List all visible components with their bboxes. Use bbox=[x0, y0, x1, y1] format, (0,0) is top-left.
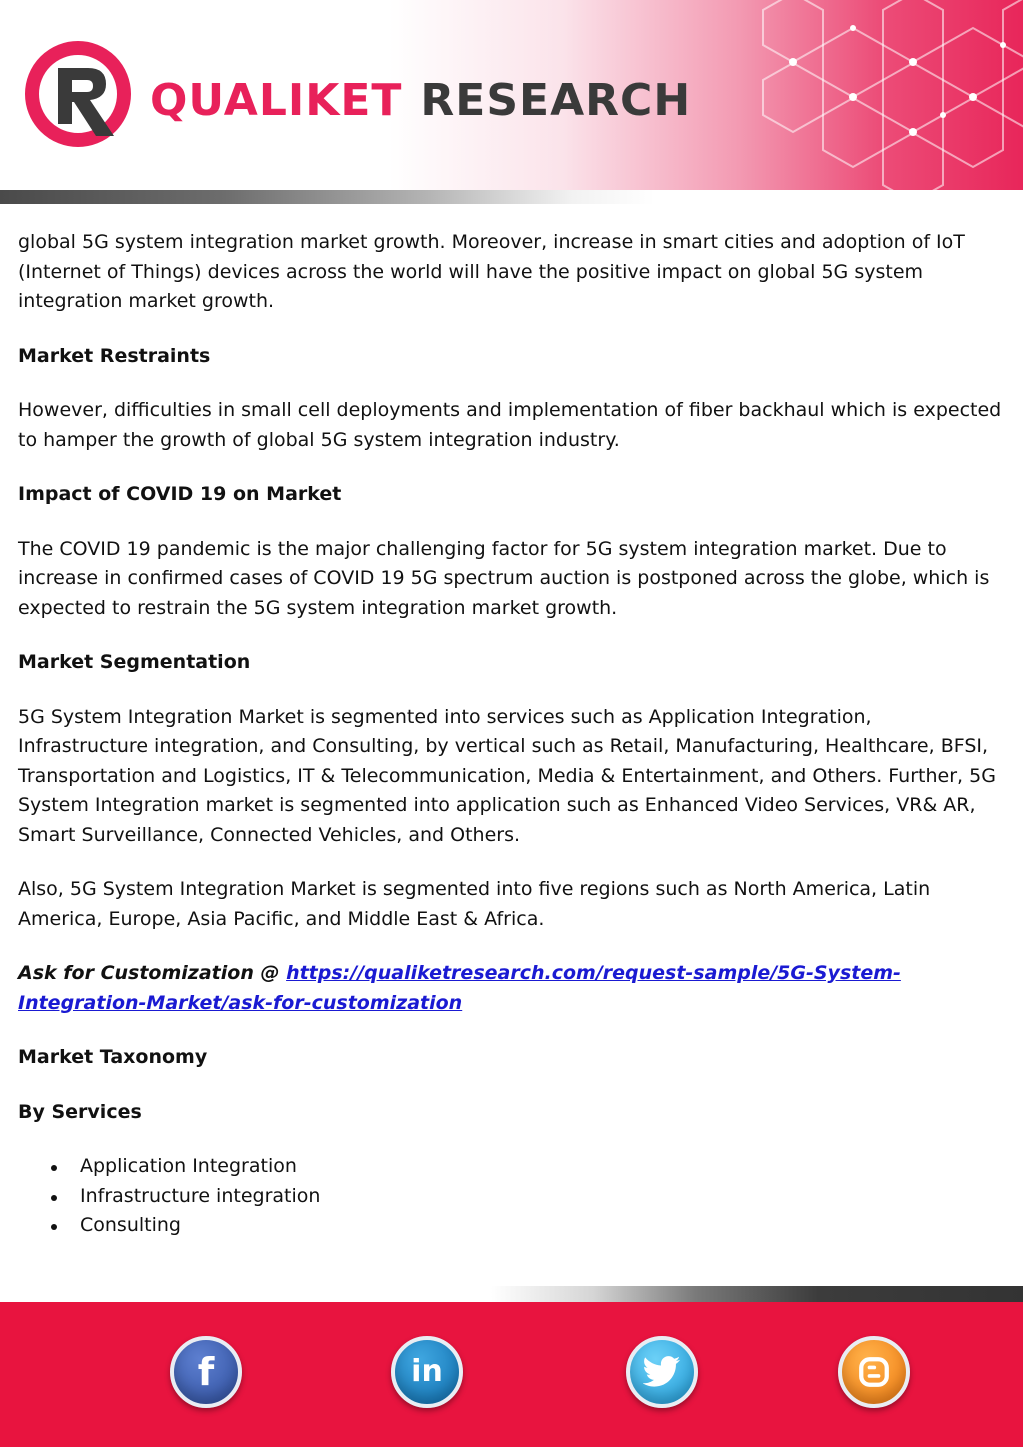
customization-link[interactable]: https://qualiketresearch.com/request-sample/5G-System-Integration-Market/ask-for-customization bbox=[18, 962, 901, 1014]
covid-heading: Impact of COVID 19 on Market bbox=[18, 483, 342, 505]
list-item: Application Integration bbox=[80, 1152, 1003, 1182]
document-body bbox=[18, 228, 1003, 1241]
page-header bbox=[0, 0, 1023, 190]
segmentation-paragraph: 5G System Integration Market is segmented into services such as Application Integration, Infrastructure integration, and Consulting, by vertical such as Retail, Manufacturing, Healthcare, BFSI, Transportation and Logistics, IT & Telecommunication, Media & Entertainment, and Others. Further, 5G System Integration market is segmented into application such as Enhanced Video Services, VR& AR, Smart Surveillance, Connected Vehicles, and Others. bbox=[18, 705, 996, 846]
twitter-icon[interactable] bbox=[626, 1336, 698, 1408]
customization-label: Ask for Customization @ bbox=[18, 962, 287, 984]
linkedin-icon[interactable]: in bbox=[391, 1336, 463, 1408]
brand-name bbox=[150, 70, 691, 130]
header-divider-bar bbox=[0, 190, 1023, 204]
blogger-icon[interactable] bbox=[838, 1336, 910, 1408]
twitter-bird-icon bbox=[643, 1356, 681, 1388]
restraints-paragraph: However, difficulties in small cell deployments and implementation of fiber backhaul which is expected to hamper the growth of global 5G system integration industry. bbox=[18, 399, 1002, 451]
qualiket-logo-icon bbox=[22, 38, 134, 150]
list-item: Consulting bbox=[80, 1211, 1003, 1241]
facebook-icon[interactable]: f bbox=[170, 1336, 242, 1408]
services-heading: By Services bbox=[18, 1100, 142, 1123]
covid-paragraph: The COVID 19 pandemic is the major challenging factor for 5G system integration market. Due to increase in confirmed cases of COVID 19 5G spectrum auction is postponed across the globe, which is expected to restrain the 5G system integration market growth. bbox=[18, 537, 990, 619]
brand-name-part1: QUALIKET bbox=[150, 74, 403, 126]
segmentation-heading: Market Segmentation bbox=[18, 651, 251, 673]
regions-paragraph: Also, 5G System Integration Market is segmented into five regions such as North America, Latin America, Europe, Asia Pacific, and Middle East & Africa. bbox=[18, 878, 931, 930]
brand-name-part2: RESEARCH bbox=[420, 74, 692, 126]
intro-paragraph: global 5G system integration market growth. Moreover, increase in smart cities and adoption of IoT (Internet of Things) devices across the world will have the positive impact on global 5G system integration market growth. bbox=[18, 231, 965, 312]
blogger-b-icon bbox=[857, 1355, 891, 1389]
customization-line bbox=[18, 959, 1003, 1018]
services-list bbox=[18, 1152, 1003, 1241]
taxonomy-heading: Market Taxonomy bbox=[18, 1046, 208, 1068]
list-item: Infrastructure integration bbox=[80, 1182, 1003, 1212]
footer-divider-bar bbox=[0, 1286, 1023, 1302]
restraints-heading: Market Restraints bbox=[18, 344, 211, 367]
